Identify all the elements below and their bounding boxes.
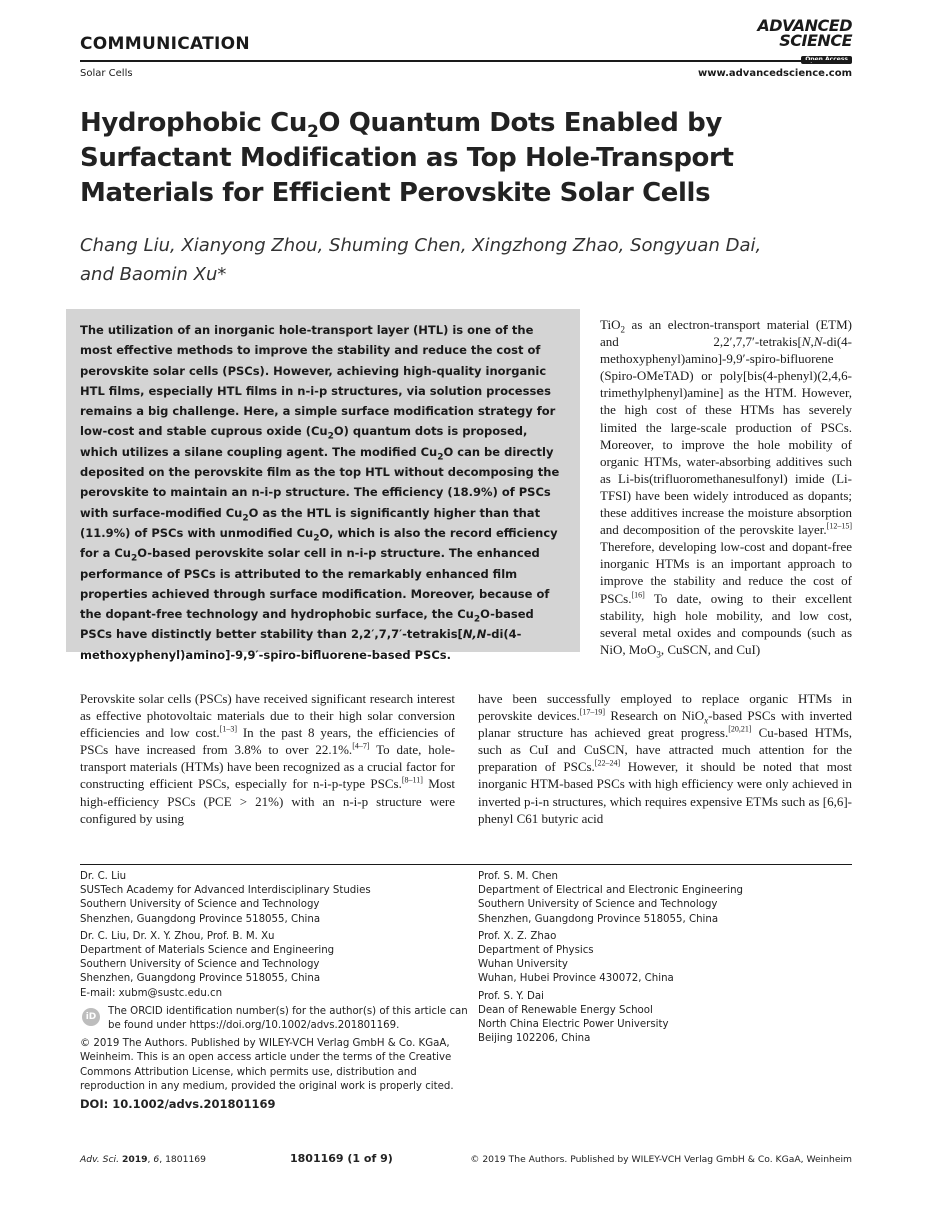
body-right-column-top: TiO$_2$ as an electron-transport material (ETM) and 2,2′,7,7′-tetrakis[N,N-di(4-methoxyphenyl)amino]-9,9′-spiro-bifluorene (Spiro-OMeTAD) or poly[bis(4-phenyl)(2,4,6-trimethylphenyl)amine] as the HTM. However, the high cost of these HTMs has severely limited the large-scale production of PSCs. Moreover, to improve the hole mobility of organic HTMs, water-absorbing additives such as Li-bis(trifluoromethanesulfonyl) imide (Li-TFSI) have been widely introduced as dopants; these additives increase the moisture absorption and decomposition of the perovskite layer.[12–15] Therefore, developing low-cost and dopant-free inorganic HTMs is an important approach to improve the stability and reduce the cost of PSCs.[16] To date, owing to their excellent stability, high hole mobility, and low cost, several metal oxides and compounds (such as NiO, MoO$_3$, CuSCN, and CuI) [600, 317, 852, 660]
logo-line-2: SCIENCE [779, 31, 852, 50]
license-text: © 2019 The Authors. Published by WILEY-VCH Verlag GmbH & Co. KGaA, Weinheim. This is an open access article under the terms of the Creative Commons Attribution License, which permits use, distribution and reproduction in any medium, provided the original work is properly cited. [80, 1038, 454, 1092]
logo-line-1: ADVANCED [757, 16, 852, 35]
affiliation-line: Dean of Renewable Energy School [478, 1004, 653, 1016]
affiliation-line: Shenzhen, Guangdong Province 518055, China [80, 913, 321, 925]
author-list [80, 231, 780, 289]
affiliation-line: Prof. S. Y. Dai [478, 990, 544, 1002]
affiliation-line: SUSTech Academy for Advanced Interdisciplinary Studies [80, 885, 371, 897]
page-number: 1801169 (1 of 9) [290, 1152, 393, 1165]
author-line-1: Chang Liu, Xianyong Zhou, Shuming Chen, Xingzhong Zhao, Songyuan Dai, [80, 235, 762, 256]
journal-logo [757, 18, 852, 64]
header-rule [80, 60, 852, 62]
affiliation-line: Southern University of Science and Technology [80, 959, 320, 971]
citation-ref[interactable]: [8–11] [401, 776, 423, 786]
affiliation-line: North China Electric Power University [478, 1019, 669, 1031]
body-right-column-bottom: have been successfully employed to replace organic HTMs in perovskite devices.[17–19] Research on NiO$_x$-based PSCs with inverted planar structure has achieved great progress.[20,21] Cu-based HTMs, such as CuI and CuSCN, have attracted much attention for the preparation of PSCs.[22–24] However, it should be noted that most inorganic HTM-based PSCs with high efficiency were only achieved in inverted p-i-n structures, which requires expensive ETMs such as [6,6]-phenyl C61 butyric acid [478, 691, 853, 826]
affiliation-line: Southern University of Science and Technology [80, 899, 320, 911]
doi-link[interactable]: DOI: 10.1002/advs.201801169 [80, 1097, 276, 1112]
article-title: Hydrophobic $Cu_2O$ Quantum Dots Enabled by Surfactant Modification as Top Hole-Transport Materials for Efficient Perovskite Solar Cells [80, 108, 734, 208]
citation-ref[interactable]: [1–3] [219, 724, 237, 734]
orcid-text: The ORCID identification number(s) for the author(s) of this article can be found under https://doi.org/10.1002/advs.201801169. [108, 1005, 468, 1032]
affiliation-line: Southern University of Science and Technology [478, 899, 718, 911]
affiliations-right [478, 870, 858, 1046]
section-label: Solar Cells [80, 68, 133, 79]
affiliation-line: Shenzhen, Guangdong Province 518055, China [478, 913, 719, 925]
affiliation-line: Department of Electrical and Electronic Engineering [478, 885, 743, 897]
footer-copyright: © 2019 The Authors. Published by WILEY-VCH Verlag GmbH & Co. KGaA, Weinheim [470, 1154, 852, 1165]
author-line-2: and Baomin Xu* [80, 264, 227, 285]
affiliation-line: Dr. C. Liu [80, 871, 127, 882]
affiliation-line: Wuhan, Hubei Province 430072, China [478, 973, 674, 985]
citation-ref[interactable]: [4–7] [352, 741, 370, 751]
orcid-icon[interactable]: iD [82, 1008, 100, 1026]
affiliation-line: Wuhan University [478, 959, 568, 971]
affiliations-left [80, 870, 470, 1111]
orcid-notice [80, 1005, 470, 1033]
citation-ref[interactable]: [16] [631, 590, 645, 600]
citation-ref[interactable]: [17–19] [579, 707, 606, 717]
citation-ref[interactable]: [22–24] [594, 759, 621, 769]
corresponding-email[interactable]: E-mail: xubm@sustc.edu.cn [80, 987, 223, 999]
body-left-column: Perovskite solar cells (PSCs) have received significant research interest as effective photovoltaic materials due to their high solar conversion efficiencies and low cost.[1–3] In the past 8 years, the efficiencies of PSCs have increased from 3.8% to over 22.1%.[4–7] To date, hole-transport materials (HTMs) have been recognized as a crucial factor for constructing efficient PSCs, especially for n-i-p-type PSCs.[8–11] Most high-efficiency PSCs (PCE > 21%) with an n-i-p structure were configured by using [80, 691, 456, 826]
affiliation-line: Dr. C. Liu, Dr. X. Y. Zhou, Prof. B. M. Xu [80, 930, 275, 942]
abstract-text: The utilization of an inorganic hole-transport layer (HTL) is one of the most effective methods to improve the stability and reduce the cost of perovskite solar cells (PSCs). However, achieving high-quality inorganic HTL films, especially HTL films in n-i-p structures, via solution processes remains a big challenge. Here, a simple surface modification strategy for low-cost and stable cuprous oxide $(Cu_2O)$ quantum dots is proposed, which utilizes a silane coupling agent. The modified $Cu_2O$ can be directly deposited on the perovskite film as the top HTL without decomposing the perovskite to maintain an n-i-p structure. The efficiency (18.9%) of PSCs with surface-modified $Cu_2O$ as the HTL is significantly higher than that (11.9%) of PSCs with unmodified $Cu_2O$, which is also the record efficiency for a $Cu_2O$-based perovskite solar cell in n-i-p structure. The enhanced performance of PSCs is attributed to the remarkably enhanced film properties achieved through surface modification. Moreover, because of the dopant-free technology and hydrophobic surface, the $Cu_2O$-based PSCs have distinctly better stability than 2,2′,7,7′-tetrakis[N,N-di(4-methoxyphenyl)amino]-9,9′-spiro-bifluorene-based PSCs. [80, 323, 560, 662]
affiliation-line: Prof. X. Z. Zhao [478, 930, 557, 942]
citation-ref[interactable]: [12–15] [826, 521, 852, 531]
affiliation-line: Beijing 102206, China [478, 1033, 591, 1045]
citation-ref[interactable]: [20,21] [728, 724, 752, 734]
affiliation-line: Department of Physics [478, 945, 594, 957]
journal-type-label: COMMUNICATION [80, 34, 250, 54]
affiliation-line: Shenzhen, Guangdong Province 518055, China [80, 973, 321, 985]
affiliation-rule [80, 864, 852, 865]
affiliation-line: Department of Materials Science and Engineering [80, 945, 335, 957]
footer-citation: Adv. Sci. 2019, 6, 1801169 [80, 1154, 206, 1165]
affiliation-line: Prof. S. M. Chen [478, 871, 558, 882]
journal-url-link[interactable]: www.advancedscience.com [698, 68, 852, 79]
